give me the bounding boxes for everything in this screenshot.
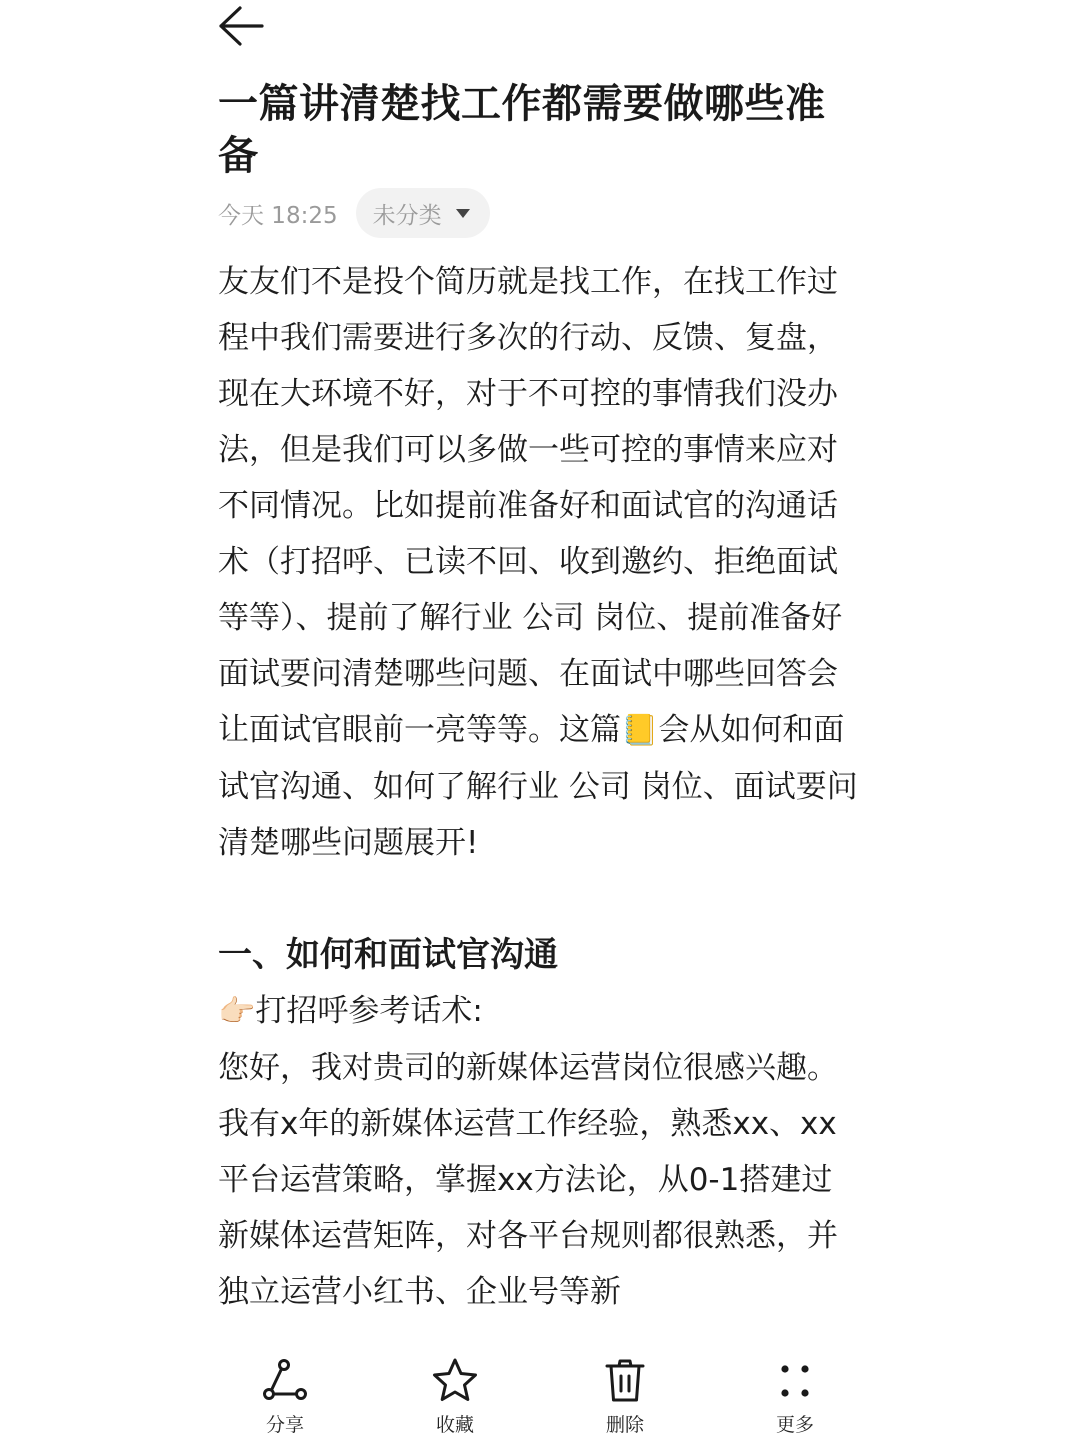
category-dropdown[interactable]	[356, 188, 490, 238]
delete-label: 删除	[605, 1414, 644, 1436]
trash-icon	[600, 1356, 650, 1406]
blank-line	[218, 871, 862, 927]
more-dots-icon	[770, 1356, 820, 1406]
share-label: 分享	[265, 1414, 304, 1436]
notebook-emoji-icon: 📒	[621, 713, 659, 748]
greeting-label-line: 👉🏻打招呼参考话术:	[218, 993, 483, 1029]
note-title: 一篇讲清楚找工作都需要做哪些准备	[218, 81, 826, 179]
pointing-hand-icon: 👉🏻	[218, 994, 256, 1029]
caret-down-icon	[456, 209, 470, 218]
star-icon	[430, 1356, 480, 1406]
favorite-label: 收藏	[435, 1414, 474, 1436]
bottom-toolbar	[0, 1340, 1080, 1440]
note-date: 今天 18:25	[218, 202, 338, 229]
note-meta	[218, 188, 490, 238]
greeting-body: 您好，我对贵司的新媒体运营岗位很感兴趣。我有x年的新媒体运营工作经验，熟悉xx、xx平台运营策略，掌握xx方法论，从0-1搭建过新媒体运营矩阵，对各平台规则都很熟悉，并独立运营小红书、企业号等新	[218, 1050, 838, 1310]
share-button[interactable]	[225, 1356, 345, 1437]
delete-button[interactable]	[565, 1356, 685, 1437]
category-label: 未分类	[372, 202, 442, 229]
more-label: 更多	[775, 1414, 814, 1436]
section-heading: 一、如何和面试官沟通	[218, 935, 558, 975]
note-body[interactable]	[218, 254, 862, 1337]
arrow-left-icon	[216, 4, 266, 48]
share-icon	[260, 1356, 310, 1406]
more-button[interactable]	[735, 1356, 855, 1437]
favorite-button[interactable]	[395, 1356, 515, 1437]
intro-paragraph: 友友们不是投个简历就是找工作，在找工作过程中我们需要进行多次的行动、反馈、复盘，现在大环境不好，对于不可控的事情我们没办法，但是我们可以多做一些可控的事情来应对不同情况。比如提前准备好和面试官的沟通话术（打招呼、已读不回、收到邀约、拒绝面试等等）、提前了解行业 公司 岗位、提前准备好面试要问清楚哪些问题、在面试中哪些回答会让面试官眼前一亮等等。这篇📒会从如何和面试官沟通、如何了解行业 公司 岗位、面试要问清楚哪些问题展开!	[218, 264, 858, 861]
back-button[interactable]	[216, 4, 266, 48]
